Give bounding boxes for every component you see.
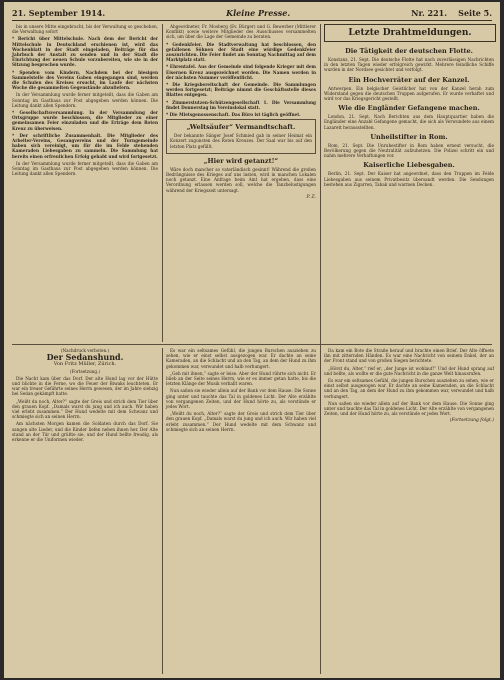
article-text: Wäre doch mancher so vaterländisch gesinnt! Während die großen Bedrängnisse des Krieges auf uns lasten, wird in manchen Lokalen noch getanzt. Eine Anfrage beim Amt hat ergeben, dass eine Verordnung erlassen werden soll, welche die Tanzbelustigungen während der Kriegszeit untersagt. xyxy=(166,166,316,193)
article-text: „Weißt du noch, Alter?“ sagte der Greis und strich dem Tier über den grauen Kopf. „Damals warst du jung und ich auch. Wir haben viel erlebt zusammen.“ Der Hund wedelte mit dem Schwanz und schmiegte sich an seinen Herrn. xyxy=(166,411,316,432)
article-text: * Die Kriegsbereitschaft der Gemeinde. Die Sammlungen werden fortgesetzt; Beiträge nimmt die Geschäftsstelle dieses Blattes entgegen. xyxy=(166,82,316,98)
signature: P. Z. xyxy=(306,194,316,200)
article-text: * Zimmerstutzen-Schützengesellschaft 1. Die Versammlung findet Donnerstag im Vereinslokal statt. xyxy=(166,99,316,110)
feuilleton-title: Der Sedanshund. xyxy=(46,352,124,363)
feuilleton-column-1 xyxy=(12,348,158,674)
article-text: Rom, 21. Sept. Die Unruhestifter in Rom haben erneut versucht, die Bevölkerung gegen die Neutralität aufzuhetzen. Die Polizei schritt ein und nahm mehrere Verhaftungen vor. xyxy=(324,142,494,159)
article-text: Es war ein seltsames Gefühl, die jungen Burschen ausziehen zu sehen, wie er einst selbst ausgezogen war. Er dachte an seine Kameraden, an die Schlacht und an den Tag, an dem der Hund zu ihm gekommen war, verwundet und halb verhungert. xyxy=(324,378,494,399)
article-text: Es war ein seltsames Gefühl, die jungen Burschen ausziehen zu sehen, wie er einst selbst ausgezogen war. Er dachte an seine Kameraden, an die Schlacht und an den Tag, an dem der Hund zu ihm gekommen war, verwundet und halb verhungert. xyxy=(166,348,316,369)
section-heading: Unheilstifter in Rom. xyxy=(370,132,448,141)
article-text: * Die Mietsgenossenschaft. Das Büro ist täglich geöffnet. xyxy=(166,112,301,118)
column-right-top xyxy=(324,44,494,334)
article-text: * Spenden vom Kindern. Nachdem bei der hiesigen Sammelstelle des Vereins Gaben eingegangen sind, werden die Schulen des Kreises ersucht, im Laufe der nächsten Woche die gesammelten Gegenstände abzuliefern. xyxy=(12,69,158,91)
section-heading: Wie die Engländer Gefangene machen. xyxy=(338,104,480,113)
article-text: * Der schriftliche Zusammenhalt. Die Mitglieder des Arbeiter-Vereins, Gesangvereins und der Turngemeinde haben sich vereinigt, um für die im Felde stehenden Kameraden Liebesgaben zu sammeln. Die Sammlung hat bereits einen erfreulichen Erfolg gehabt und wird fortgesetzt. xyxy=(12,132,158,159)
article-text: bis in unsere Mitte eingebracht, bis der Verwaltung so geschehen, die Verwaltung sofort xyxy=(12,24,158,35)
section-heading: „Hier wird getanzt!“ xyxy=(203,156,279,165)
feuilleton-column-2 xyxy=(166,348,316,674)
article-text: * Ehrentafel. Aus der Gemeinde sind folgende Krieger mit dem Eisernen Kreuz ausgezeichnet worden. Die Namen werden in der nächsten Nummer veröffentlicht. xyxy=(166,64,316,80)
feuilleton-column-3 xyxy=(324,348,494,674)
article-text: Konstanz, 21. Sept. Die deutsche Flotte hat nach zuverlässigen Nachrichten in den letzten Tagen wieder erfolgreich gewirkt. Mehrere feindliche Schiffe wurden in der Nordsee gesichtet und verfolgt. xyxy=(324,57,494,73)
column-divider xyxy=(320,24,321,674)
section-divider xyxy=(12,344,492,345)
article-text: Am nächsten Morgen kamen die Soldaten durch das Dorf. Sie sangen alte Lieder, und die Kinder liefen neben ihnen her. Der Alte stand an der Tür und grüßte sie, und der Hund bellte freudig, als erkenne er die Uniformen wieder. xyxy=(12,421,158,443)
article-text: Da kam ein Bote die Straße herauf und brachte einen Brief. Der Alte öffnete ihn mit zitternden Händen. Es war eine Nachricht von seinem Enkel, der an der Front stand und von großen Siegen berichtete. xyxy=(324,348,494,364)
article-text: Der bekannte Sänger Josef Schmied gab in seiner Heimat ein Konzert zugunsten des Roten Kreuzes. Der Saal war bis auf den letzten Platz gefüllt. xyxy=(170,133,312,149)
latest-news-title: Letzte Drahtmeldungen. xyxy=(324,24,496,42)
column-left-top xyxy=(12,24,158,344)
article-text: „Geh mit ihnen,“ sagte er leise. Aber der Hund rührte sich nicht. Er blieb an der Seite seines Herrn, wie er es immer getan hatte, bis die letzten Klänge der Musik verhallt waren. xyxy=(166,370,316,387)
page-header xyxy=(12,6,492,21)
feuilleton-subtitle: (Fortsetzung.) xyxy=(69,368,101,374)
section-heading: Die Tätigkeit der deutschen Flotte. xyxy=(345,47,473,55)
article-text: London, 21. Sept. Nach Berichten aus dem Hauptquartier haben die Engländer eine Anzahl Gefangene gemacht, die sich als Verwundete aus einem Lazarett herausstellten. xyxy=(324,114,494,130)
newspaper-page xyxy=(4,2,500,678)
article-text: Nun saßen sie wieder allein auf der Bank vor dem Hause. Die Sonne ging unter und tauchte das Tal in goldenes Licht. Der Alte erzählte von vergangenen Zeiten, und der Hund hörte zu, als verstünde er jedes Wort. xyxy=(324,400,494,417)
article-text: * Bericht über Mittelschule. Nach dem der Bericht der Mittelschule in Deutschland erschienen ist, wird das Wochenblatt in der Stadt eingeladen, Beiträge für das Jahrbuch der Anstalt zu senden und in der Stadt die Einrichtung der neuen Schule vorzubereiten, wie sie in der Sitzung besprochen wurde. xyxy=(12,36,158,68)
header-issue: Nr. 221. xyxy=(411,8,448,18)
article-text: In der Versammlung wurde ferner mitgeteilt, dass die Gaben am Sonntag im Gasthaus zur Post abgegeben werden können. Die Leitung dankt allen Spendern. xyxy=(12,92,158,108)
section-heading: „Weltsäufer“ Vermandtschaft. xyxy=(186,123,296,132)
column-divider xyxy=(162,24,163,342)
article-text: Nun saßen sie wieder allein auf der Bank vor dem Hause. Die Sonne ging unter und tauchte das Tal in goldenes Licht. Der Alte erzählte von vergangenen Zeiten, und der Hund hörte zu, als verstünde er jedes Wort. xyxy=(166,388,316,410)
article-text: „Hörst du, Alter,“ rief er, „der Junge ist wohlauf!“ Und der Hund sprang auf und bellte, als wollte er die gute Nachricht in die ganze Welt hinausrufen. xyxy=(324,365,494,376)
header-issue-page xyxy=(411,8,492,18)
header-date: 21. September 1914. xyxy=(12,8,106,18)
section-heading: Kaiserliche Liebesgaben. xyxy=(363,161,455,170)
boxed-article xyxy=(166,119,316,154)
feuilleton-author: Von Fritz Müller, Zürich. xyxy=(53,361,117,368)
article-text: Berlin, 21. Sept. Der Kaiser hat angeordnet, dass den Truppen im Felde Liebesgaben aus seinem Privatbesitz übersandt werden. Die Sendungen bestehen aus Zigarren, Tabak und warmen Decken. xyxy=(324,171,494,187)
article-text: * Gedenkfeier. Die Stadtverwaltung hat beschlossen, den gefallenen Söhnen der Stadt eine würdige Gedenkfeier auszurichten. Die Feier findet am Sonntag Nachmittag auf dem Marktplatz statt. xyxy=(166,41,316,63)
article-text: „Weißt du noch, Alter?“ sagte der Greis und strich dem Tier über den grauen Kopf. „Damals warst du jung und ich auch. Wir haben viel erlebt zusammen.“ Der Hund wedelte mit dem Schwanz und schmiegte sich an seinen Herrn. xyxy=(12,398,158,420)
column-middle xyxy=(166,24,316,344)
header-page: Seite 5. xyxy=(458,8,492,18)
continuation-notice: (Fortsetzung folgt.) xyxy=(449,418,494,424)
article-text: Die Nacht kam über das Dorf. Der alte Hund lag vor der Hütte und blickte in die Ferne, wo die Feuer der Biwaks leuchteten. Er war ein treuer Gefährte seines Herrn gewesen, der im Jahre siebzig bei Sedan gekämpft hatte. xyxy=(12,375,158,397)
section-heading: Ein Hochverräter auf der Kanzel. xyxy=(348,75,470,84)
header-paper-name: Kleine Presse. xyxy=(226,8,291,18)
reprint-notice: (Nachdruck verboten.) xyxy=(60,348,110,353)
article-text: * Gesellschaftsversammlung. In der Versammlung der Ortsgruppe wurde beschlossen, die Mitglieder zu einer gemeinsamen Feier einzuladen und die Erträge dem Roten Kreuz zu überweisen. xyxy=(12,110,158,131)
column-divider xyxy=(162,348,163,674)
article-text: Antwerpen. Ein belgischer Geistlicher hat von der Kanzel herab zum Widerstand gegen die deutschen Truppen aufgerufen. Er wurde verhaftet und wird vor das Kriegsgericht gestellt. xyxy=(324,85,494,102)
article-text: In der Versammlung wurde ferner mitgeteilt, dass die Gaben am Sonntag im Gasthaus zur Post abgegeben werden können. Die Leitung dankt allen Spendern. xyxy=(12,160,158,177)
article-text: Abgeordneter, Fr. Mosberg (Ev. Bürger) und G. Bewerber (Mittlerer Konflikt) sowie weitere Mitglieder des Ausschusses versammelten sich, um über die Lage der Gemeinde zu beraten. xyxy=(166,24,316,40)
